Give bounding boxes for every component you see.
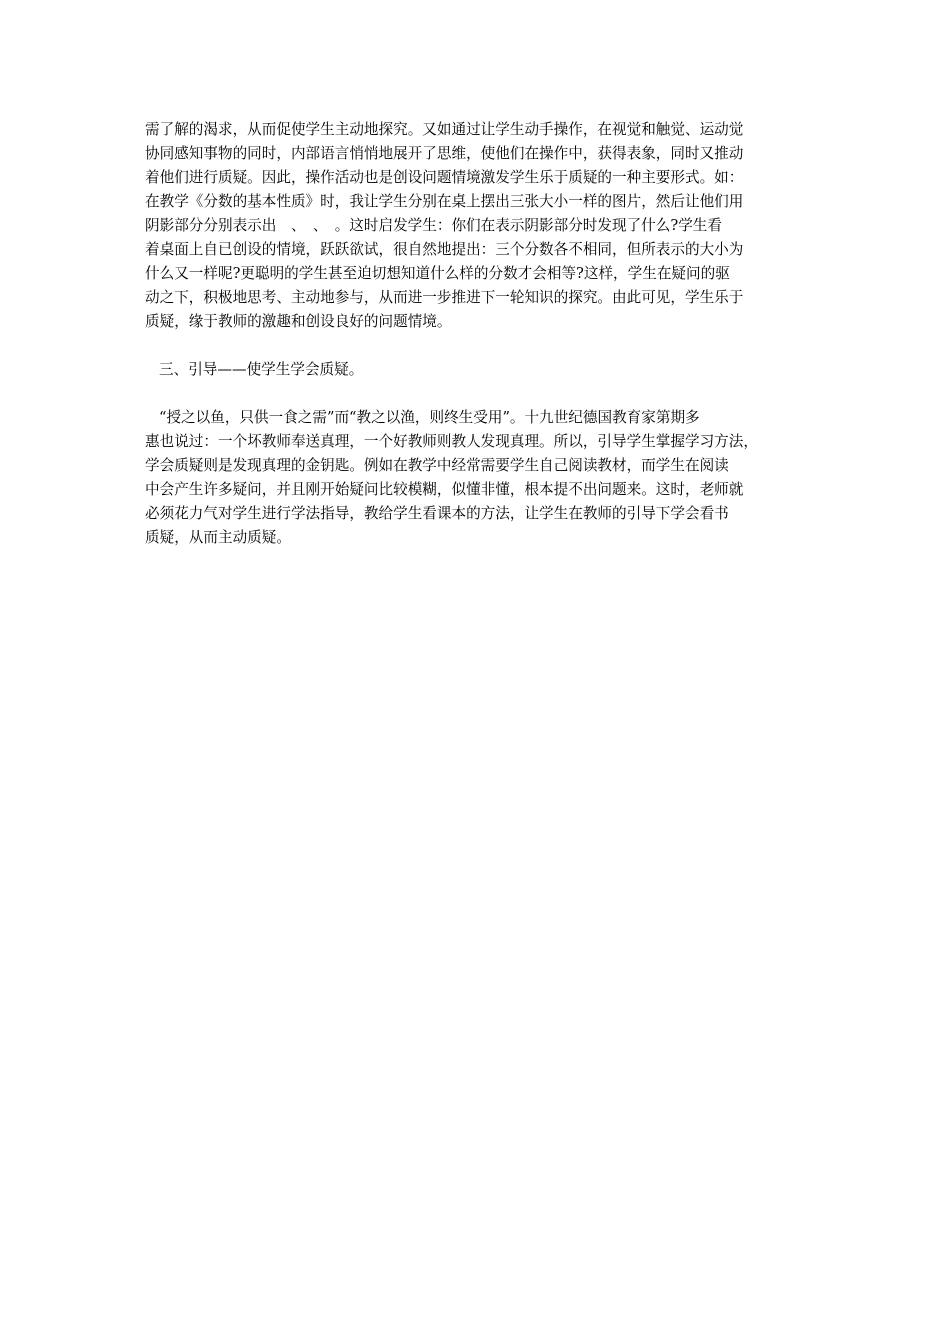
text-line: 必须花力气对学生进行学法指导，教给学生看课本的方法，让学生在教师的引导下学会看书 (145, 505, 729, 522)
text-line: 什么又一样呢?更聪明的学生甚至迫切想知道什么样的分数才会相等?这样，学生在疑问的驱 (145, 265, 730, 282)
section-heading: 三、引导——使学生学会质疑。 (159, 361, 364, 378)
paragraph-guidance (145, 406, 813, 550)
text-line: 阴影部分分别表示出 、 、 。这时启发学生：你们在表示阴影部分时发现了什么?学生看 (145, 217, 722, 234)
text-line: 中会产生许多疑问，并且刚开始疑问比较模糊，似懂非懂，根本提不出问题来。这时，老师就 (145, 481, 744, 498)
paragraph-operation-activities (145, 118, 813, 334)
text-line: 协同感知事物的同时，内部语言悄悄地展开了思维，使他们在操作中，获得表象，同时又推动 (145, 145, 744, 162)
text-line: 质疑，从而主动质疑。 (145, 529, 291, 546)
document-body (145, 118, 813, 550)
text-line: 需了解的渴求，从而促使学生主动地探究。又如通过让学生动手操作，在视觉和触觉、运动觉 (145, 121, 744, 138)
text-line: 着桌面上自已创设的情境，跃跃欲试，很自然地提出：三个分数各不相同，但所表示的大小为 (145, 241, 744, 258)
text-line: “授之以鱼，只供一食之需”而“教之以渔，则终生受用”。十九世纪德国教育家第期多 (159, 409, 700, 426)
text-line: 学会质疑则是发现真理的金钥匙。例如在教学中经常需要学生自己阅读教材，而学生在阅读 (145, 457, 729, 474)
text-line: 质疑，缘于教师的激趣和创设良好的问题情境。 (145, 313, 452, 330)
text-line: 惠也说过：一个坏教师奉送真理，一个好教师则教人发现真理。所以，引导学生掌握学习方法， (145, 433, 758, 450)
paragraph-spacer (145, 382, 813, 406)
text-line: 动之下，积极地思考、主动地参与，从而进一步推进下一轮知识的探究。由此可见，学生乐于 (145, 289, 744, 306)
paragraph-spacer (145, 334, 813, 358)
text-line: 在教学《分数的基本性质》时，我让学生分别在桌上摆出三张大小一样的图片，然后让他们用 (145, 193, 744, 210)
text-line: 着他们进行质疑。因此，操作活动也是创设问题情境激发学生乐于质疑的一种主要形式。如： (145, 169, 744, 186)
